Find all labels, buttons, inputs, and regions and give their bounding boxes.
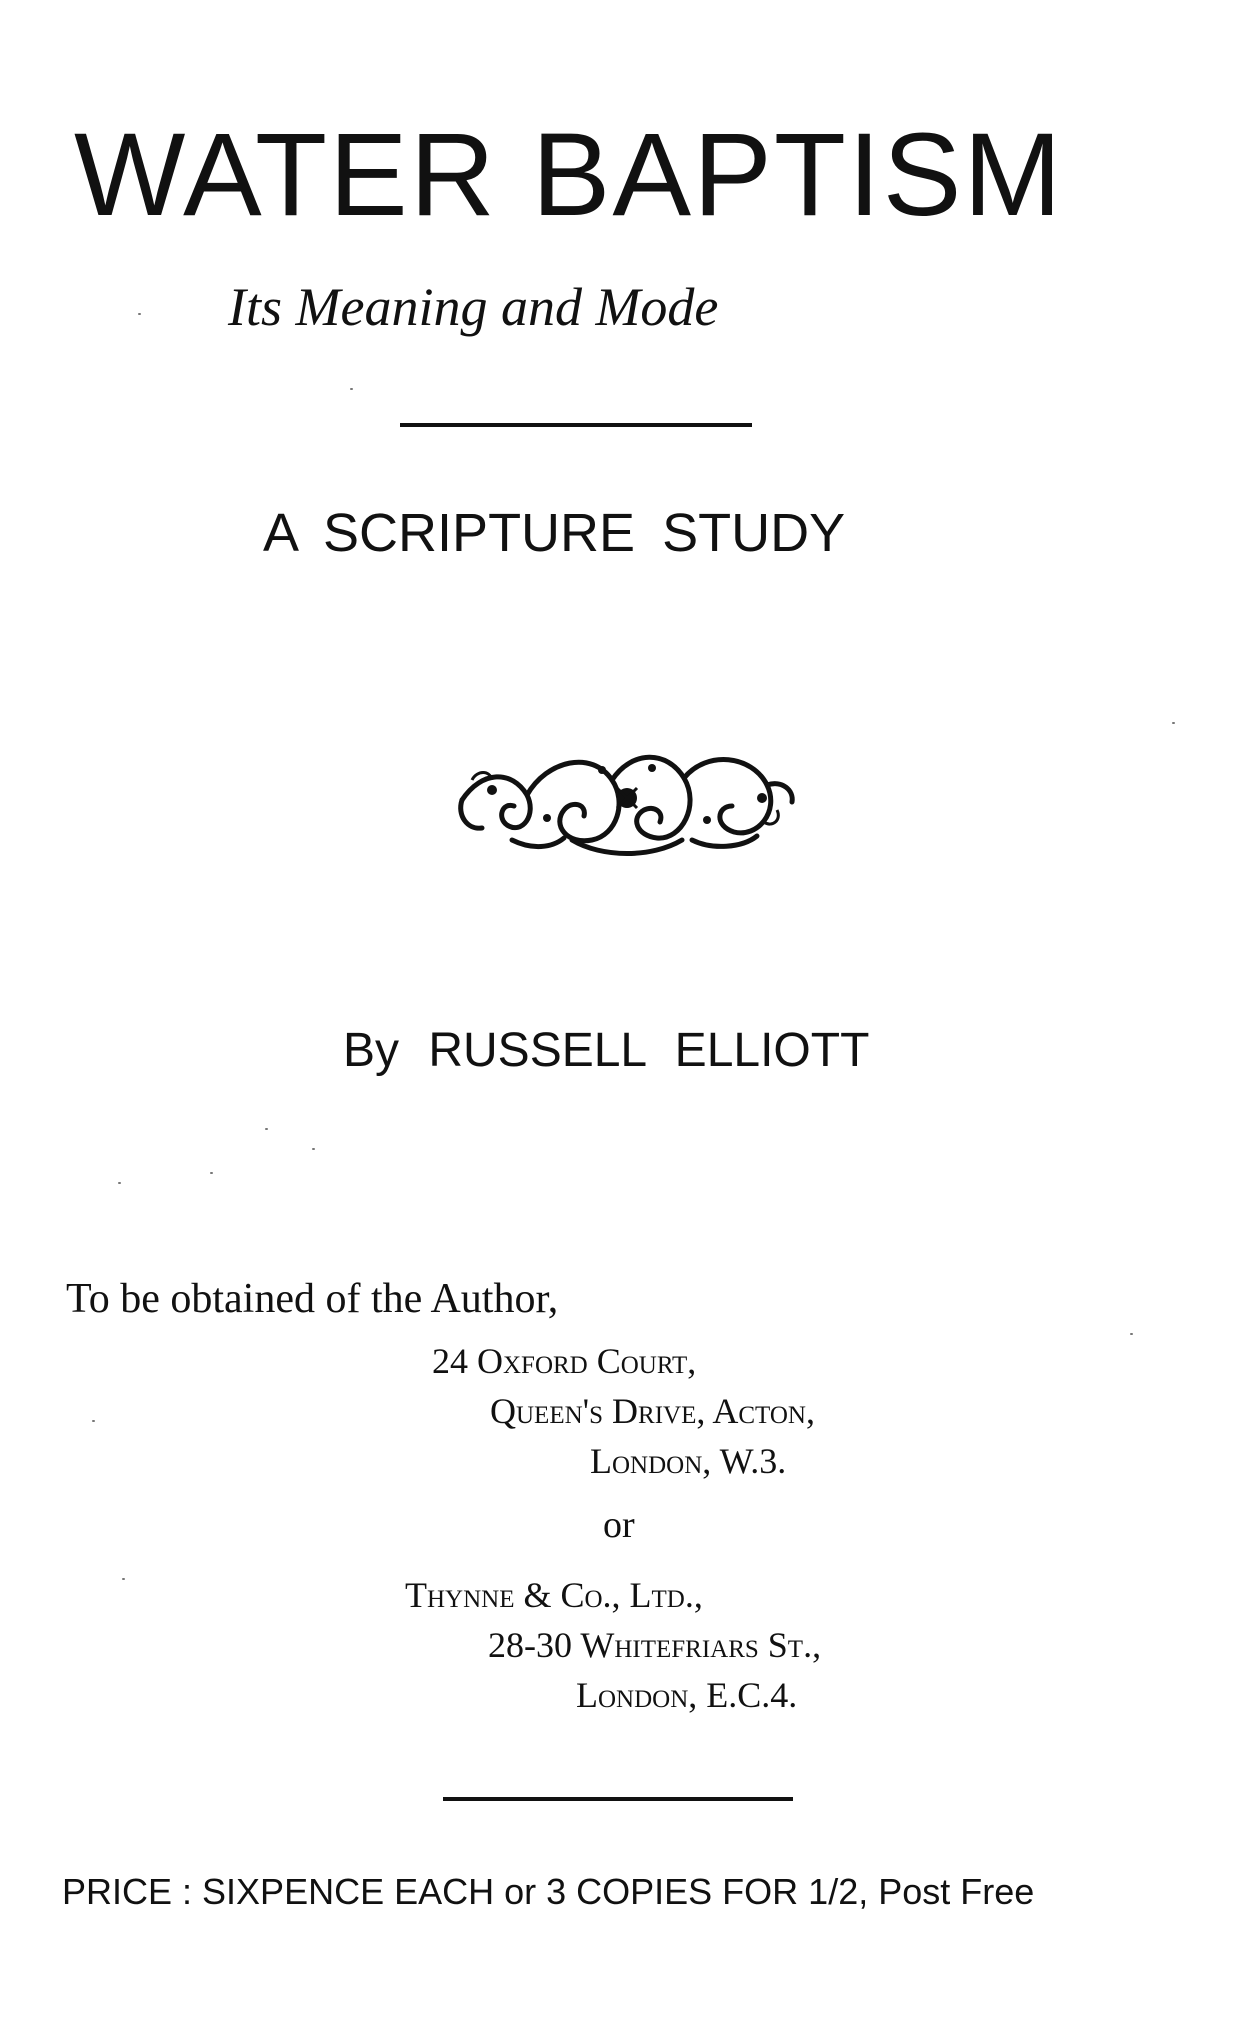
author-address-line: 24 Oxford Court, bbox=[432, 1341, 697, 1381]
print-speck bbox=[210, 1172, 213, 1174]
price-line: PRICE : SIXPENCE EACH or 3 COPIES FOR 1/2, Post Free bbox=[62, 1871, 1035, 1912]
print-speck bbox=[118, 1182, 121, 1184]
publisher-address-line: Thynne & Co., Ltd., bbox=[405, 1575, 703, 1615]
print-speck bbox=[138, 313, 141, 315]
floral-scroll-ornament-icon bbox=[452, 740, 802, 865]
study-heading: A SCRIPTURE STUDY bbox=[263, 503, 846, 563]
divider-bottom bbox=[443, 1797, 793, 1801]
print-speck bbox=[312, 1148, 315, 1150]
divider-top bbox=[400, 423, 752, 427]
print-speck bbox=[265, 1128, 268, 1130]
print-speck bbox=[1172, 722, 1175, 724]
subtitle: Its Meaning and Mode bbox=[228, 277, 719, 337]
print-speck bbox=[1130, 1333, 1133, 1335]
publisher-address-line: London, E.C.4. bbox=[576, 1675, 798, 1715]
print-speck bbox=[92, 1420, 95, 1422]
publisher-address-line: 28-30 Whitefriars St., bbox=[488, 1625, 822, 1665]
author-byline: By RUSSELL ELLIOTT bbox=[343, 1024, 870, 1077]
author-address-line: Queen's Drive, Acton, bbox=[490, 1391, 815, 1431]
author-address-line: London, W.3. bbox=[590, 1441, 787, 1481]
page-title: WATER BAPTISM bbox=[74, 109, 1064, 241]
availability-intro: To be obtained of the Author, bbox=[66, 1276, 559, 1322]
print-speck bbox=[122, 1578, 125, 1580]
print-speck bbox=[350, 388, 353, 390]
address-separator: or bbox=[603, 1504, 635, 1546]
